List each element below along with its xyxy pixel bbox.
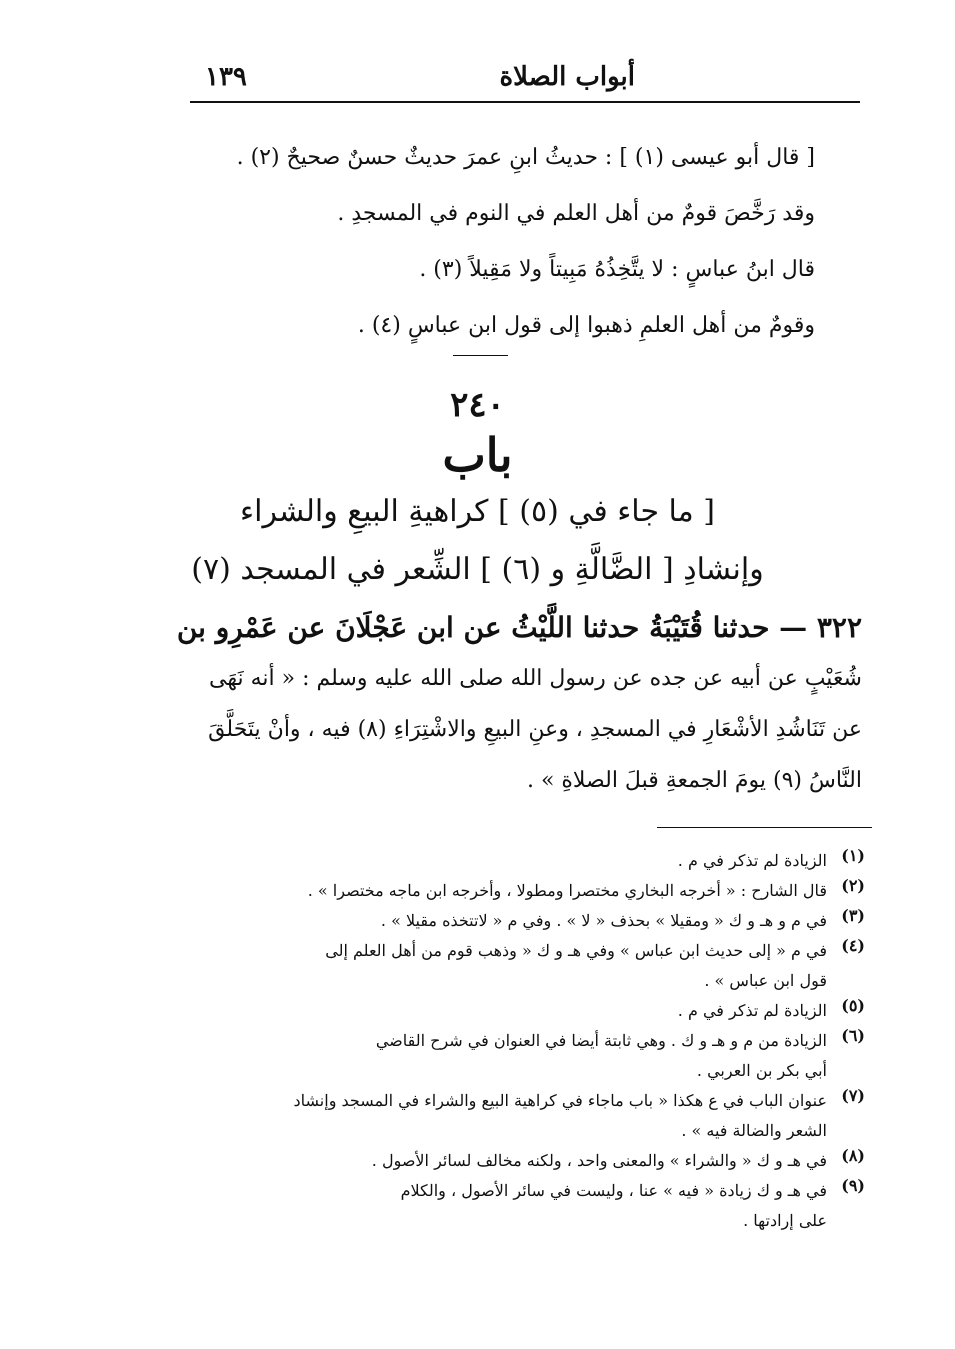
footnote-number: (٨) bbox=[841, 1146, 865, 1165]
running-head: أبواب الصلاة bbox=[499, 62, 635, 92]
footnote-line: قال الشارح : « أخرجه البخاري مختصرا ومطولا ، وأخرجه ابن ماجه مختصرا » . bbox=[307, 881, 827, 900]
footnote-number: (٩) bbox=[841, 1176, 865, 1195]
footnote bbox=[215, 1026, 865, 1086]
footnote-line: في م « إلى حديث ابن عباس » وفي هـ و ك « وذهب قوم من أهل العلم إلى bbox=[325, 941, 827, 960]
chapter-title bbox=[0, 487, 955, 603]
intro-line: وقومٌ من أهل العلمِ ذهبوا إلى قول ابن عباسٍ (٤) . bbox=[357, 313, 815, 338]
hadith-line: شُعَيْبٍ عن أبيه عن جده عن رسول الله صلى الله عليه وسلم : « أنه نَهَى bbox=[209, 666, 862, 691]
intro-line: قال ابنُ عباسٍ : لا يتَّخِذُهُ مَبِيتاً ولا مَقِيلاً (٣) . bbox=[419, 257, 815, 282]
footnotes bbox=[215, 846, 865, 1236]
chapter-title-line: وإنشادِ [ الضَّالَّةِ و (٦) ] الشِّعر في المسجد (٧) bbox=[191, 552, 764, 587]
intro-text bbox=[215, 138, 815, 362]
footnote-line: في هـ و ك زيادة « فيه » عنا ، وليست في سائر الأصول ، والكلام bbox=[400, 1181, 827, 1200]
footnote-number: (١) bbox=[841, 846, 865, 865]
footnote bbox=[215, 996, 865, 1026]
footnote bbox=[215, 1086, 865, 1146]
chapter-heading: باب bbox=[442, 428, 513, 482]
hadith-line: عن تَنَاشُدِ الأشْعَارِ في المسجدِ ، وعنِ البيعِ والاشْتِرَاءِ (٨) فيه ، وأنْ يتَحَلَّقَ bbox=[208, 717, 862, 742]
hadith-text bbox=[176, 605, 862, 809]
chapter-title-line: [ ما جاء في (٥) ] كراهيةِ البيعِ والشراء bbox=[240, 494, 715, 529]
hadith-line: النَّاسُ (٩) يومَ الجمعةِ قبلَ الصلاةِ » . bbox=[526, 768, 862, 793]
footnote-line: في هـ و ك « والشراء » والمعنى واحد ، ولكنه مخالف لسائر الأصول . bbox=[371, 1151, 827, 1170]
footnote-number: (٥) bbox=[841, 996, 865, 1015]
footnote-line: عنوان الباب في ع هكذا « باب ماجاء في كراهية البيع والشراء في المسجد وإنشاد bbox=[293, 1091, 827, 1110]
intro-line: وقد رَخَّصَ قومٌ من أهل العلم في النوم في المسجدِ . bbox=[337, 201, 815, 226]
footnote-line: الزيادة من م و هـ و ك . وهي ثابتة أيضا في العنوان في شرح القاضي bbox=[375, 1031, 827, 1050]
footnote bbox=[215, 906, 865, 936]
footnote bbox=[215, 1146, 865, 1176]
footnote-line: الشعر والضالة فيه » . bbox=[681, 1121, 827, 1140]
footnote-number: (٣) bbox=[841, 906, 865, 925]
footnote-line: قول ابن عباس » . bbox=[704, 971, 827, 990]
header-rule bbox=[190, 101, 860, 103]
footnote-line: الزيادة لم تذكر في م . bbox=[677, 1001, 827, 1020]
footnote-line: على إرادتها . bbox=[743, 1211, 827, 1230]
footnote-line: أبي بكر بن العربي . bbox=[696, 1061, 827, 1080]
hadith-line: ٣٢٢ — حدثنا قُتَيْبَةُ حدثنا اللَّيْثُ عن ابن عَجْلَانَ عن عَمْرِو بن bbox=[176, 611, 862, 644]
footnote-number: (٢) bbox=[841, 876, 865, 895]
footnote-number: (٤) bbox=[841, 936, 865, 955]
page-number: ١٣٩ bbox=[205, 62, 247, 92]
footnote-number: (٦) bbox=[841, 1026, 865, 1045]
footnote bbox=[215, 1176, 865, 1236]
chapter-number: ٢٤٠ bbox=[450, 385, 505, 425]
intro-line: [ قال أبو عيسى (١) ] : حديثُ ابنِ عمرَ حديثٌ حسنٌ صحيحٌ (٢) . bbox=[236, 145, 815, 170]
footnote bbox=[215, 936, 865, 996]
footnote bbox=[215, 846, 865, 876]
page-header bbox=[205, 62, 860, 102]
section-divider bbox=[453, 355, 508, 356]
footnote-line: في م و هـ و ك « ومقيلا » بحذف « لا » . وفي م « لاتتخذه مقيلا » . bbox=[380, 911, 827, 930]
footnote bbox=[215, 876, 865, 906]
footnote-rule bbox=[657, 827, 872, 828]
footnote-line: الزيادة لم تذكر في م . bbox=[677, 851, 827, 870]
footnote-number: (٧) bbox=[841, 1086, 865, 1105]
